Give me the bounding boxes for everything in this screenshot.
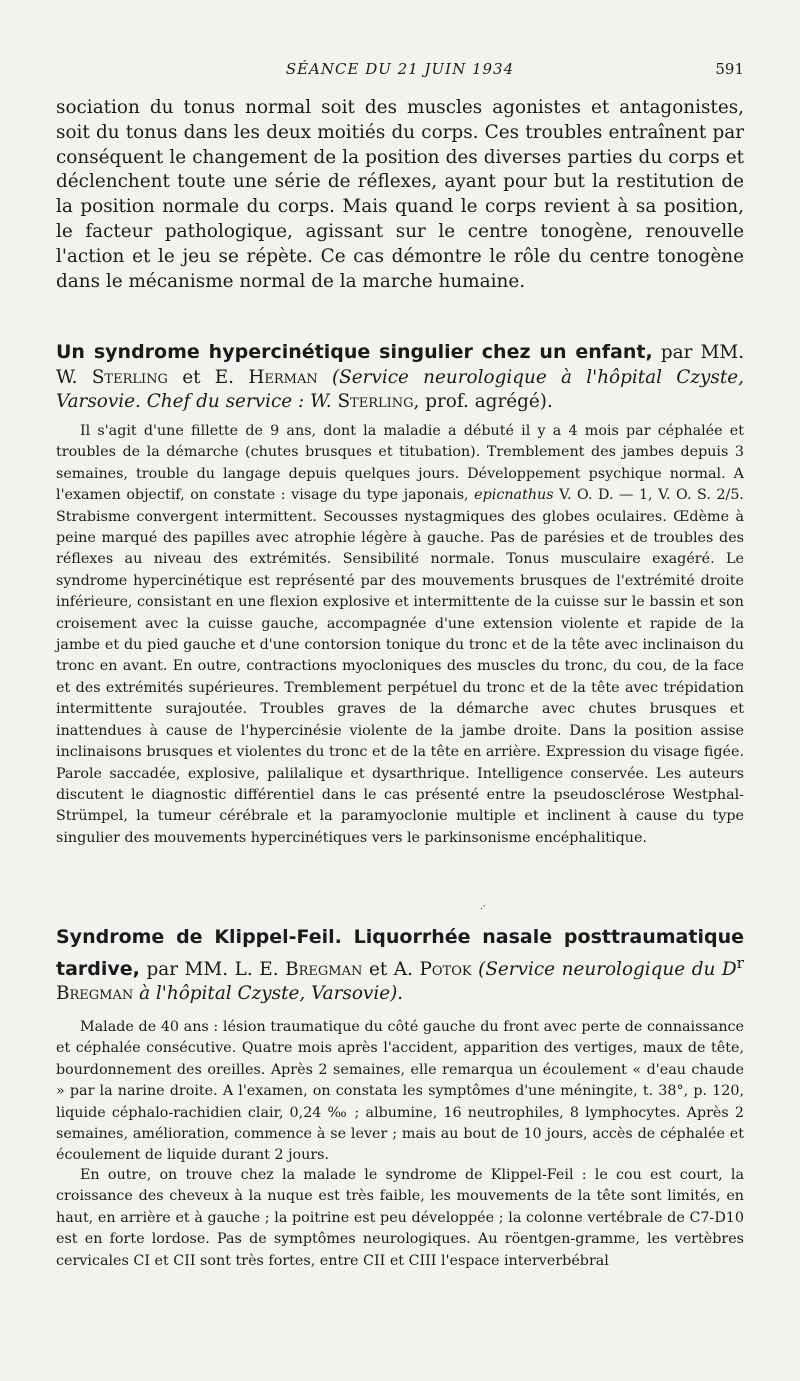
article1-and: et E. [167, 366, 249, 388]
article2-affiliation-a: (Service neurologique du D [471, 958, 737, 980]
article2-title: Syndrome de Klippel-Feil. Liquorrhée nasale posttraumatique tardive, [56, 926, 744, 980]
article2-and: et A. [362, 958, 420, 980]
article2-author2: Potok [419, 958, 472, 980]
article2-affiliation-c: à l'hôpital Czyste, Varsovie). [133, 983, 404, 1005]
article1-title: Un syndrome hypercinétique singulier chez un enfant, [56, 341, 653, 363]
article2-heading [56, 925, 744, 1007]
running-title: SÉANCE DU 21 JUIN 1934 [285, 60, 515, 78]
article1-by: par MM. W. [56, 342, 744, 388]
intro-paragraph: sociation du tonus normal soit des muscles agonistes et antagonistes, soit du tonus dans les deux moitiés du corps. Ces troubles entraînent par conséquent le changement de la position des diverses parties du corps et déclenchent toute une série de réflexes, ayant pour but la restitution de la position normale du corps. Mais quand le corps revient à sa position, le facteur pathologique, agissant sur le centre tonogène, renouvelle l'action et le jeu se répète. Ce cas démontre le rôle du centre tonogène dans le mécanisme normal de la marche humaine. [56, 97, 744, 292]
article1-author2: Herman [248, 366, 318, 388]
article1-affiliation: (Service neurologique à l'hôpital Czyste, Varsovie. Chef du service : W. [56, 366, 744, 413]
article2-author1: Bregman [285, 958, 363, 980]
article1-chief-rest: , prof. agrégé). [413, 391, 553, 413]
page-number: 591 [715, 60, 744, 78]
article2-affiliation-sup: r [736, 953, 744, 972]
article2-abstract-para2: En outre, on trouve chez la malade le syndrome de Klippel-Feil : le cou est court, la croissance des cheveux à la nuque est très faible, les mouvements de la tête sont limités, en haut, en arrière et à gauche ; la poitrine est peu développée ; la colonne vertébrale de C7-D10 est en forte lordose. Pas de symptômes neurologiques. Au röentgen-gramme, les vertèbres cervicales CI et CII sont très fortes, entre CII et CIII l'espace interverbébral [56, 1167, 744, 1269]
page-header [56, 60, 744, 82]
article2-by: par MM. L. E. [139, 958, 286, 980]
article1-abstract-part1: Il s'agit d'une fillette de 9 ans, dont la maladie a débuté il y a 4 mois par céphalée et troubles de la démarche (chutes brusques et titubation). Tremblement des jambes depuis 3 semaines, trouble du langage depuis quelques jours. Développement psychique normal. A l'examen objectif, on constate : visage du type japonais, [56, 423, 744, 504]
article1-abstract-part2: V. O. D. — 1, V. O. S. 2/5. Strabisme convergent intermittent. Secousses nystagmiques des globes oculaires. Œdème à peine marqué des papilles avec atrophie légère à gauche. Pas de parésies et de troubles des réflexes au niveau des extrémités. Sensibilité normale. Tonus musculaire exagéré. Le syndrome hypercinétique est représenté par des mouvements brusques de l'extrémité droite inférieure, consistant en une flexion explosive et intermittente de la cuisse sur le bassin et son croisement avec la cuisse gauche, accompagnée d'une extension violente et rapide de la jambe et du pied gauche et d'une contorsion tonique du tronc et de la tête avec inclinaison du tronc en avant. En outre, contractions myocloniques des muscles du tronc, du cou, de la face et des extrémités supérieures. Tremblement perpétuel du tronc et de la tête avec trépidation intermittente surajoutée. Troubles graves de la démarche avec chutes brusques et inattendues à cause de l'hypercinésie violente de la jambe droite. Dans la position assise inclinaisons brusques et violentes du tronc et de la tête en arrière. Expression du visage figée. Parole saccadée, explosive, palilalique et dysarthrique. Intelligence conservée. Les auteurs discutent le diagnostic différentiel dans le cas présenté entre la pseudosclérose Westphal-Strümpel, la tumeur cérébrale et la paramyoclonie multiple et inclinent à cause du type singulier des mouvements hypercinétiques vers le parkinsonisme encéphalitique. [56, 487, 744, 846]
article2-chief: Bregman [56, 983, 134, 1005]
print-mark: .· [480, 902, 486, 912]
article1-abstract [56, 421, 744, 849]
article2-abstract-para1: Malade de 40 ans : lésion traumatique du côté gauche du front avec perte de connaissance et céphalée consécutive. Quatre mois après l'accident, apparition des vertiges, maux de tête, bourdonnement des oreilles. Après 2 semaines, elle remarqua un écoulement « d'eau chaude » par la narine droite. A l'examen, on constata les symptômes d'une méningite, t. 38°, p. 120, liquide céphalo-rachidien clair, 0,24 ‰ ; albumine, 16 neutrophiles, 8 lymphocytes. Après 2 semaines, amélioration, commence à se lever ; mais au bout de 10 jours, accès de céphalée et écoulement de liquide durant 2 jours. [56, 1019, 744, 1164]
article1-chief: Sterling [337, 391, 414, 413]
article1-author1: Sterling [91, 366, 168, 388]
article1-epicnathus: epicnathus [474, 487, 554, 504]
article1-heading [56, 340, 744, 415]
